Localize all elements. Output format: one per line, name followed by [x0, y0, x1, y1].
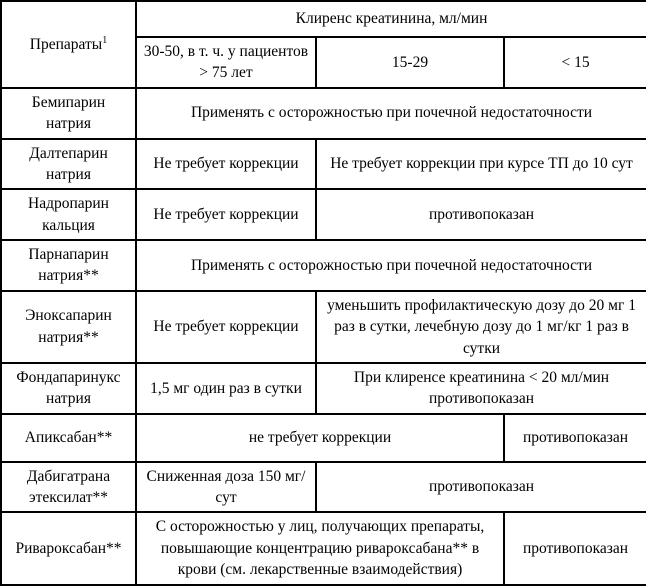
table-row-dabigatran [1, 462, 646, 513]
dosing-cell: Сниженная доза 150 мг/сут [136, 462, 316, 513]
table-row-apixaban [1, 414, 646, 462]
dosing-cell: Не требует коррекции [136, 189, 316, 240]
header-drugs-footnote-marker: 1 [102, 34, 108, 46]
table-row-dalteparin [1, 139, 646, 190]
dosing-cell: Применять с осторожностью при почечной недостаточности [136, 240, 646, 291]
header-cell-range-30-50: 30-50, в т. ч. у пациентов > 75 лет [136, 37, 316, 88]
drug-name-cell: Далтепарин натрия [1, 139, 136, 190]
drug-name-cell: Эноксапарин натрия** [1, 291, 136, 363]
header-cell-range-15-29: 15-29 [316, 37, 504, 88]
table-row-enoxaparin [1, 291, 646, 363]
dosing-cell: Не требует коррекции [136, 291, 316, 363]
drug-name-cell: Бемипарин натрия [1, 88, 136, 139]
table-row-fondaparinux [1, 363, 646, 414]
dosing-cell: Не требует коррекции [136, 139, 316, 190]
dosing-cell: уменьшить профилактическую дозу до 20 мг 1 раз в сутки, лечебную дозу до 1 мг/кг 1 раз в сутки [316, 291, 646, 363]
dosing-cell: противопоказан [316, 462, 646, 513]
dosing-cell: При клиренсе креатинина < 20 мл/мин противопоказан [316, 363, 646, 414]
dosing-cell: не требует коррекции [136, 414, 504, 462]
header-cell-drugs [1, 1, 136, 88]
header-cell-range-lt-15: < 15 [504, 37, 646, 88]
table-row-parnaparin [1, 240, 646, 291]
table-row-nadroparin [1, 189, 646, 240]
dosing-cell: противопоказан [316, 189, 646, 240]
drug-name-cell: Ривароксабан** [1, 512, 136, 584]
drug-name-cell: Апиксабан** [1, 414, 136, 462]
dosing-cell: 1,5 мг один раз в сутки [136, 363, 316, 414]
dosing-cell: противопоказан [504, 414, 646, 462]
header-row-top [1, 1, 646, 37]
dosing-cell: противопоказан [504, 512, 646, 584]
drug-name-cell: Парнапарин натрия** [1, 240, 136, 291]
dosing-cell: Не требует коррекции при курсе ТП до 10 сут [316, 139, 646, 190]
drug-name-cell: Фондапаринукс натрия [1, 363, 136, 414]
dosing-cell: С осторожностью у лиц, получающих препараты, повышающие концентрацию ривароксабана** в крови (см. лекарственные взаимодействия) [136, 512, 504, 584]
drug-name-cell: Надропарин кальция [1, 189, 136, 240]
table-row-bemiparin [1, 88, 646, 139]
dosing-cell: Применять с осторожностью при почечной недостаточности [136, 88, 646, 139]
header-cell-clearance-title: Клиренс креатинина, мл/мин [136, 1, 646, 37]
table-row-rivaroxaban [1, 512, 646, 584]
drug-name-cell: Дабигатрана этексилат** [1, 462, 136, 513]
header-drugs-label: Препараты [29, 35, 103, 53]
